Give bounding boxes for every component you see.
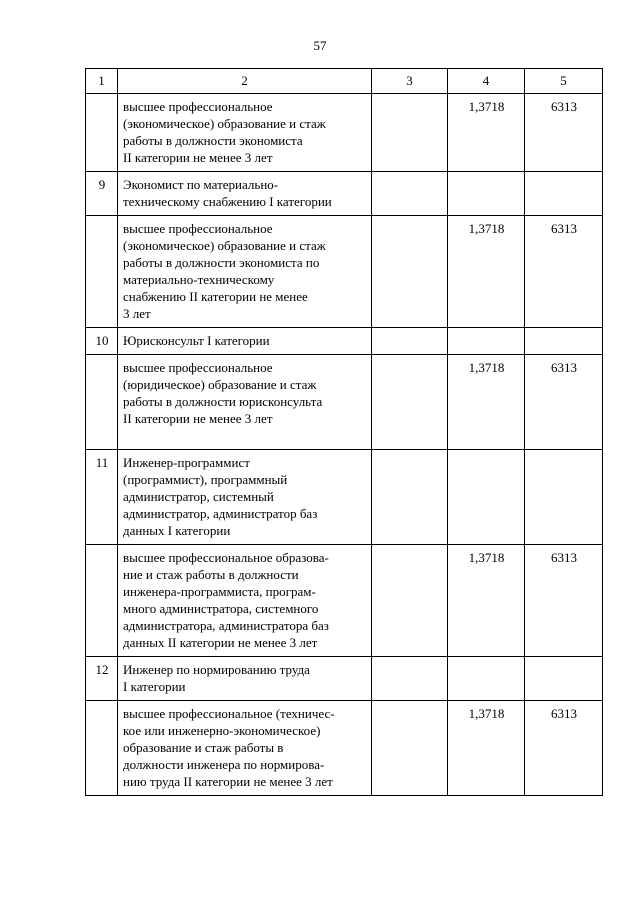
coefficient-cell: 1,3718 xyxy=(448,216,525,328)
row-number: 10 xyxy=(86,328,118,355)
col3-cell xyxy=(372,545,448,657)
table-row xyxy=(86,701,603,796)
table-row xyxy=(86,216,603,328)
table-row xyxy=(86,450,603,545)
table-row xyxy=(86,355,603,450)
row-text: высшее профессиональное (экономическое) образование и стаж работы в должности экономиста II категории не менее 3 лет xyxy=(118,94,372,172)
table-row xyxy=(86,172,603,216)
coefficient-cell xyxy=(448,172,525,216)
col3-cell xyxy=(372,328,448,355)
col3-cell xyxy=(372,657,448,701)
page-number: 57 xyxy=(313,38,327,53)
amount-cell: 6313 xyxy=(525,94,603,172)
row-text: Экономист по материально- техническому снабжению I категории xyxy=(118,172,372,216)
row-number: 12 xyxy=(86,657,118,701)
coefficient-cell xyxy=(448,450,525,545)
coefficient-cell xyxy=(448,657,525,701)
row-number xyxy=(86,545,118,657)
row-text: высшее профессиональное (техничес- кое или инженерно-экономическое) образование и стаж работы в должности инженера по нормирова- нию труда II категории не менее 3 лет xyxy=(118,701,372,796)
row-text: Инженер-программист (программист), программный администратор, системный администратор, администратор баз данных I категории xyxy=(118,450,372,545)
row-text: Юрисконсульт I категории xyxy=(118,328,372,355)
amount-cell xyxy=(525,450,603,545)
col3-cell xyxy=(372,172,448,216)
row-number: 11 xyxy=(86,450,118,545)
row-number xyxy=(86,355,118,450)
amount-cell: 6313 xyxy=(525,701,603,796)
row-text: Инженер по нормированию труда I категории xyxy=(118,657,372,701)
row-number xyxy=(86,94,118,172)
coefficient-cell: 1,3718 xyxy=(448,94,525,172)
header-cell: 4 xyxy=(448,69,525,94)
table-header-row xyxy=(86,69,603,94)
table-row xyxy=(86,657,603,701)
row-number xyxy=(86,216,118,328)
header-cell: 5 xyxy=(525,69,603,94)
row-number: 9 xyxy=(86,172,118,216)
header-cell: 3 xyxy=(372,69,448,94)
table-row xyxy=(86,328,603,355)
header-cell: 2 xyxy=(118,69,372,94)
amount-cell: 6313 xyxy=(525,355,603,450)
header-cell: 1 xyxy=(86,69,118,94)
coefficient-cell: 1,3718 xyxy=(448,701,525,796)
col3-cell xyxy=(372,701,448,796)
coefficient-cell xyxy=(448,328,525,355)
col3-cell xyxy=(372,216,448,328)
qualification-table xyxy=(85,68,603,796)
table-row xyxy=(86,545,603,657)
row-number xyxy=(86,701,118,796)
amount-cell: 6313 xyxy=(525,545,603,657)
amount-cell xyxy=(525,328,603,355)
amount-cell xyxy=(525,657,603,701)
amount-cell: 6313 xyxy=(525,216,603,328)
col3-cell xyxy=(372,450,448,545)
row-text: высшее профессиональное образова- ние и стаж работы в должности инженера-программиста, програм- много администратора, системного администратора, администратора баз данных II категории не менее 3 лет xyxy=(118,545,372,657)
coefficient-cell: 1,3718 xyxy=(448,355,525,450)
table-row xyxy=(86,94,603,172)
col3-cell xyxy=(372,94,448,172)
row-text: высшее профессиональное (юридическое) образование и стаж работы в должности юрисконсульта II категории не менее 3 лет xyxy=(118,355,372,450)
row-text: высшее профессиональное (экономическое) образование и стаж работы в должности экономиста по материально-техническому снабжению II категории не менее 3 лет xyxy=(118,216,372,328)
amount-cell xyxy=(525,172,603,216)
col3-cell xyxy=(372,355,448,450)
coefficient-cell: 1,3718 xyxy=(448,545,525,657)
